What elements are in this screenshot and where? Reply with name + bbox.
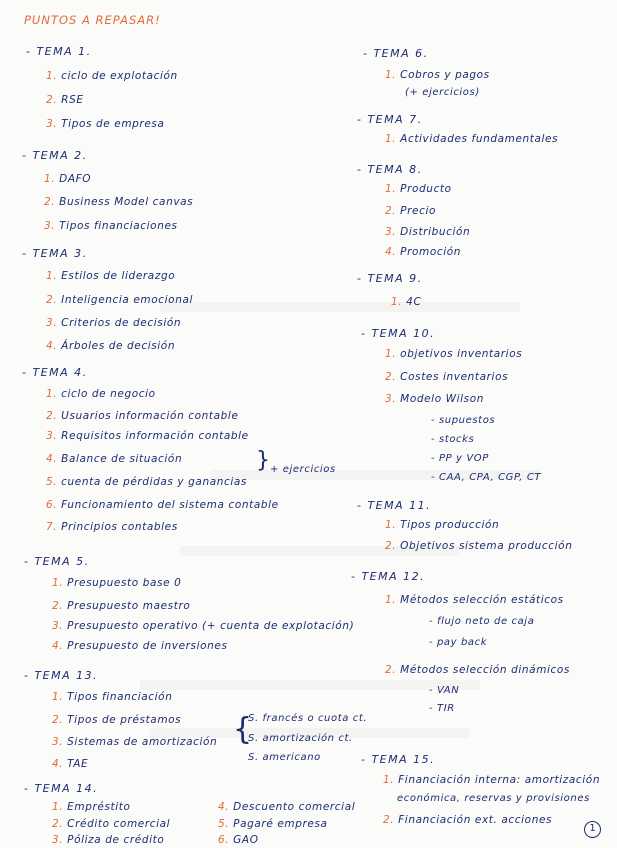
extra-note: (+ ejercicios) (405, 87, 480, 98)
list-item: 7. Principios contables (46, 521, 178, 533)
list-item: 1. Cobros y pagos (385, 69, 490, 81)
list-item: 3. Distribución (385, 226, 471, 238)
page-number-badge: 1 (584, 821, 601, 838)
sub-item: - stocks (431, 434, 475, 445)
list-item: 2. Costes inventarios (385, 371, 509, 383)
list-item: 3. Presupuesto operativo (+ cuenta de explotación) (52, 620, 355, 632)
tema10-heading: - TEMA 10. (361, 327, 436, 340)
list-item: 1. Tipos producción (385, 519, 500, 531)
list-item: 4. Árboles de decisión (46, 340, 176, 352)
list-item: 1. Producto (385, 183, 452, 195)
sub-item: S. francés o cuota ct. (248, 713, 368, 724)
tema15-heading: - TEMA 15. (361, 753, 436, 766)
list-item: 4. Presupuesto de inversiones (52, 640, 228, 652)
tema4-heading: - TEMA 4. (22, 366, 88, 379)
list-item: 2. Inteligencia emocional (46, 294, 194, 306)
list-item: 6. GAO (218, 834, 259, 846)
list-item: 2. Presupuesto maestro (52, 600, 191, 612)
list-item: 3. Modelo Wilson (385, 393, 485, 405)
tema6-heading: - TEMA 6. (363, 47, 429, 60)
page-title: PUNTOS A REPASAR! (24, 13, 161, 27)
list-item: 3. Sistemas de amortización (52, 736, 218, 748)
list-item: 1. DAFO (44, 173, 92, 185)
list-item: 2. Tipos de préstamos (52, 714, 182, 726)
list-item: 4. Balance de situación (46, 453, 183, 465)
sub-item: - pay back (429, 637, 488, 648)
sub-item: - supuestos (431, 415, 496, 426)
sub-item: - CAA, CPA, CGP, CT (431, 472, 542, 483)
tema12-heading: - TEMA 12. (351, 570, 426, 583)
tema7-heading: - TEMA 7. (357, 113, 423, 126)
list-item: 2. RSE (46, 94, 84, 106)
tema2-heading: - TEMA 2. (22, 149, 88, 162)
list-item: 4. Promoción (385, 246, 462, 258)
continuation-text: económica, reservas y provisiones (397, 793, 590, 804)
list-item: 3. Criterios de decisión (46, 317, 182, 329)
sub-item: S. americano (248, 752, 321, 763)
list-item: 2. Objetivos sistema producción (385, 540, 573, 552)
list-item: 1. Presupuesto base 0 (52, 577, 182, 589)
list-item: 2. Usuarios información contable (46, 410, 239, 422)
sub-item: - flujo neto de caja (429, 616, 535, 627)
tema5-heading: - TEMA 5. (24, 555, 90, 568)
tema8-heading: - TEMA 8. (357, 163, 423, 176)
list-item: 5. cuenta de pérdidas y ganancias (46, 476, 247, 488)
list-item: 2. Precio (385, 205, 436, 217)
list-item: 1. Empréstito (52, 801, 131, 813)
list-item: 4. Descuento comercial (218, 801, 356, 813)
list-item: 1. Actividades fundamentales (385, 133, 559, 145)
list-item: 3. Tipos de empresa (46, 118, 165, 130)
bracket-brace: { (233, 712, 253, 747)
sub-item: S. amortización ct. (248, 733, 353, 744)
list-item: 1. 4C (391, 296, 422, 308)
list-item: 6. Funcionamiento del sistema contable (46, 499, 279, 511)
list-item: 1. Tipos financiación (52, 691, 173, 703)
list-item: 1. Estilos de liderazgo (46, 270, 176, 282)
list-item: 1. ciclo de negocio (46, 388, 156, 400)
sub-item: - VAN (429, 685, 460, 696)
tema13-heading: - TEMA 13. (24, 669, 99, 682)
list-item: 1. objetivos inventarios (385, 348, 523, 360)
sub-item: - TIR (429, 703, 455, 714)
tema3-heading: - TEMA 3. (22, 247, 88, 260)
list-item: 2. Métodos selección dinámicos (385, 664, 571, 676)
list-item: 3. Póliza de crédito (52, 834, 165, 846)
list-item: 1. ciclo de explotación (46, 70, 178, 82)
list-item: 3. Tipos financiaciones (44, 220, 178, 232)
list-item: 3. Requisitos información contable (46, 430, 249, 442)
tema1-heading: - TEMA 1. (26, 45, 92, 58)
list-item: 2. Crédito comercial (52, 818, 171, 830)
bracket-brace: } (256, 448, 270, 473)
sub-item: - PP y VOP (431, 453, 489, 464)
list-item: 4. TAE (52, 758, 89, 770)
tema9-heading: - TEMA 9. (357, 272, 423, 285)
list-item: 1. Métodos selección estáticos (385, 594, 564, 606)
tema14-heading: - TEMA 14. (24, 782, 99, 795)
list-item: 5. Pagaré empresa (218, 818, 328, 830)
bracket-note: + ejercicios (270, 464, 336, 475)
list-item: 1. Financiación interna: amortización (383, 774, 601, 786)
list-item: 2. Business Model canvas (44, 196, 194, 208)
list-item: 2. Financiación ext. acciones (383, 814, 553, 826)
tema11-heading: - TEMA 11. (357, 499, 432, 512)
